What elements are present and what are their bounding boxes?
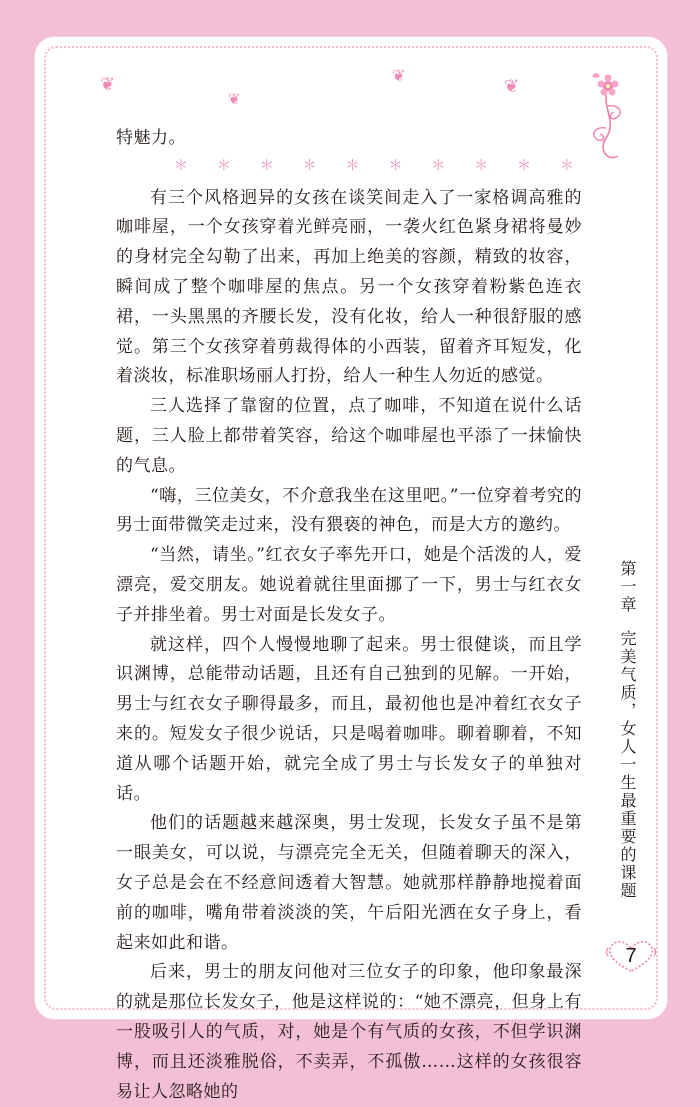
star-icon: ＊ bbox=[517, 158, 531, 174]
flower-vine-icon bbox=[578, 66, 638, 166]
body-text bbox=[116, 124, 582, 1107]
paragraph: “当然，请坐。”红衣女子率先开口，她是个活泼的人，爱漂亮，爱交朋友。她说着就往里面挪了一下，男士与红衣女子并排坐着。男士对面是长发女子。 bbox=[116, 545, 582, 625]
running-head bbox=[608, 560, 636, 900]
star-icon: ＊ bbox=[259, 158, 274, 174]
paragraph: 就这样，四个人慢慢地聊了起来。男士很健谈，而且学识渊博，总能带动话题，且还有自己独到的见解。一开始，男士与红衣女子聊得最多，而且，最初他也是冲着红衣女子来的。短发女子很少说话，只是喝着咖啡。聊着聊着，不知道从哪个话题开始，就完全成了男士与长发女子的单独对话。 bbox=[116, 634, 582, 804]
star-icon: ＊ bbox=[388, 158, 403, 174]
butterfly-icon: ❦ bbox=[392, 66, 406, 85]
butterfly-icon: ❦ bbox=[228, 90, 241, 108]
star-icon: ＊ bbox=[174, 158, 188, 174]
paragraph: 特魅力。 bbox=[116, 128, 186, 148]
paragraph: “嗨，三位美女，不介意我坐在这里吧。”一位穿着考究的男士面带微笑走过来，没有猥亵的神色，而是大方的邀约。 bbox=[116, 485, 582, 536]
page-number: 7 bbox=[625, 945, 637, 967]
paragraph: 三人选择了靠窗的位置，点了咖啡，不知道在说什么话题，三人脸上都带着笑容，给这个咖啡屋也平添了一抹愉快的气息。 bbox=[116, 396, 582, 476]
page-number-badge bbox=[604, 938, 658, 974]
star-icon: ＊ bbox=[559, 158, 574, 174]
chapter-title: 完美气质，女人一生最重要的课题 bbox=[618, 630, 635, 900]
star-icon: ＊ bbox=[216, 158, 231, 174]
chapter-label: 第一章 bbox=[618, 560, 635, 614]
page bbox=[38, 40, 664, 1102]
butterfly-icon: ❦ bbox=[504, 76, 520, 97]
star-icon: ＊ bbox=[302, 158, 317, 174]
star-icon: ＊ bbox=[345, 158, 360, 174]
paragraph: 他们的话题越来越深奥，男士发现，长发女子虽不是第一眼美女，可以说，与漂亮完全无关，但随着聊天的深入，女子总是会在不经意间透着大智慧。她就那样静静地搅着面前的咖啡，嘴角带着淡淡的笑，午后阳光洒在女子身上，看起来如此和谐。 bbox=[116, 813, 582, 953]
paragraph: 后来，男士的朋友问他对三位女子的印象，他印象最深的就是那位长发女子，他是这样说的：“她不漂亮，但身上有一股吸引人的气质，对，她是个有气质的女孩，不但学识渊博，而且还淡雅脱俗，不卖弄，不孤傲……这样的女孩很容易让人忽略她的 bbox=[116, 962, 582, 1102]
star-icon: ＊ bbox=[474, 158, 489, 174]
butterfly-icon: ❦ bbox=[100, 74, 116, 95]
paragraph: 有三个风格迥异的女孩在谈笑间走入了一家格调高雅的咖啡屋，一个女孩穿着光鲜亮丽，一袭火红色紧身裙将曼妙的身材完全勾勒了出来，再加上绝美的容颜，精致的妆容，瞬间成了整个咖啡屋的焦点。另一个女孩穿着粉紫色连衣裙，一头黑黑的齐腰长发，没有化妆，给人一种很舒服的感觉。第三个女孩穿着剪裁得体的小西装，留着齐耳短发，化着淡妆，标准职场丽人打扮，给人一种生人勿近的感觉。 bbox=[116, 187, 582, 387]
star-icon: ＊ bbox=[431, 158, 446, 174]
